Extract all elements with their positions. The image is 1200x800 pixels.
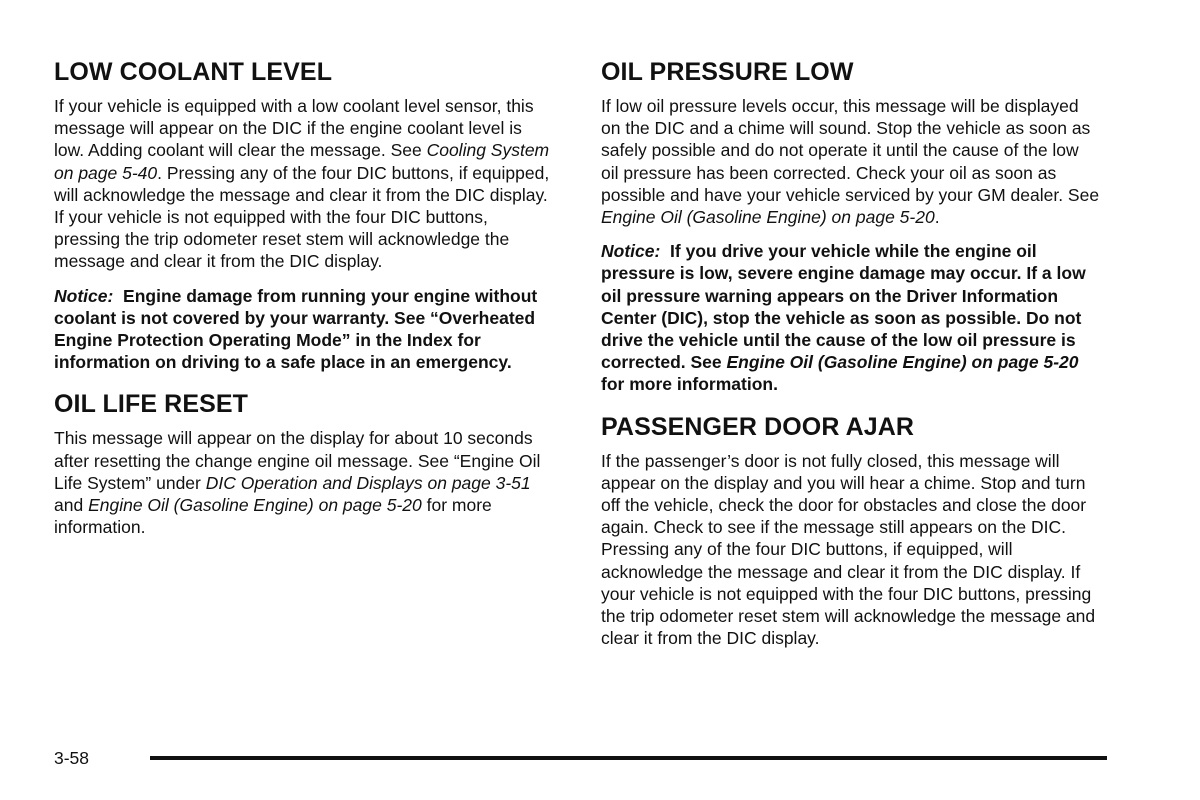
body-text: . Pressing any of the four DIC buttons, if equipped, will acknowledge the message and clear it from the DIC display. If your vehicle is not equipped with the four DIC buttons, pressing the trip odometer reset stem will acknowledge the message and clear it from the DIC display.: [54, 162, 550, 272]
low-coolant-level-heading: LOW COOLANT LEVEL: [54, 58, 333, 86]
cooling-system-reference: Cooling System on page 5-40: [54, 140, 550, 183]
notice-text: Engine damage from running your engine without coolant is not covered by your warranty. See “Overheated Engine Protection Operating Mode” in the Index for information on driving to a safe place in an emergency.: [54, 285, 538, 373]
engine-oil-reference: Engine Oil (Gasoline Engine) on page 5-20: [601, 207, 935, 228]
body-text: If low oil pressure levels occur, this message will be displayed on the DIC and a chime will sound. Stop the vehicle as soon as safely possible and do not operate it until the cause of the low oil pressure has been corrected. Check your oil as soon as possible and have your vehicle serviced by your GM dealer. See: [601, 96, 1100, 205]
notice-label: Notice:: [54, 285, 114, 306]
body-text: and: [54, 495, 89, 516]
notice-text: for more information.: [601, 374, 778, 395]
oil-life-reset-heading: OIL LIFE RESET: [54, 390, 249, 419]
body-text: This message will appear on the display for about 10 seconds after resetting the change engine oil message. See “Engine Oil Life System” under: [54, 428, 541, 493]
notice-text: If you drive your vehicle while the engine oil pressure is low, severe engine damage may occur. If a low oil pressure warning appears on the Driver Information Center (DIC), stop the vehicle as soon as possible. Do not drive the vehicle until the cause of the low oil pressure is corrected. See: [601, 241, 1086, 373]
engine-oil-reference: Engine Oil (Gasoline Engine) on page 5-20: [88, 495, 422, 516]
dic-operation-reference: DIC Operation and Displays on page 3-51: [205, 472, 531, 493]
footer-rule: [150, 756, 1107, 760]
oil-pressure-notice: [601, 240, 1101, 395]
engine-oil-reference: Engine Oil (Gasoline Engine) on page 5-20: [726, 352, 1079, 373]
passenger-door-ajar-body: If the passenger’s door is not fully closed, this message will appear on the display and you will hear a chime. Stop and turn off the vehicle, check the door for obstacles and close the door again. Check to see if the message still appears on the DIC. Pressing any of the four DIC buttons, if equipped, will acknowledge the message and clear it from the DIC display. If your vehicle is not equipped with the four DIC buttons, pressing the trip odometer reset stem will acknowledge the message and clear it from the DIC display.: [601, 450, 1096, 649]
oil-life-reset-body: [54, 427, 554, 538]
left-column: [54, 57, 554, 550]
passenger-door-ajar-heading: PASSENGER DOOR AJAR: [601, 412, 915, 441]
low-coolant-notice: [54, 285, 554, 374]
body-text: .: [934, 207, 940, 228]
body-text: for more information.: [54, 495, 492, 538]
oil-pressure-low-heading: OIL PRESSURE LOW: [601, 58, 854, 86]
notice-label: Notice:: [601, 241, 661, 262]
oil-pressure-low-body: [601, 95, 1101, 228]
low-coolant-level-body: [54, 95, 554, 273]
body-text: If your vehicle is equipped with a low coolant level sensor, this message will appear on the DIC if the engine coolant level is low. Adding coolant will clear the message. See: [54, 96, 534, 161]
right-column: [601, 57, 1101, 661]
page-number: 3-58: [54, 748, 90, 768]
